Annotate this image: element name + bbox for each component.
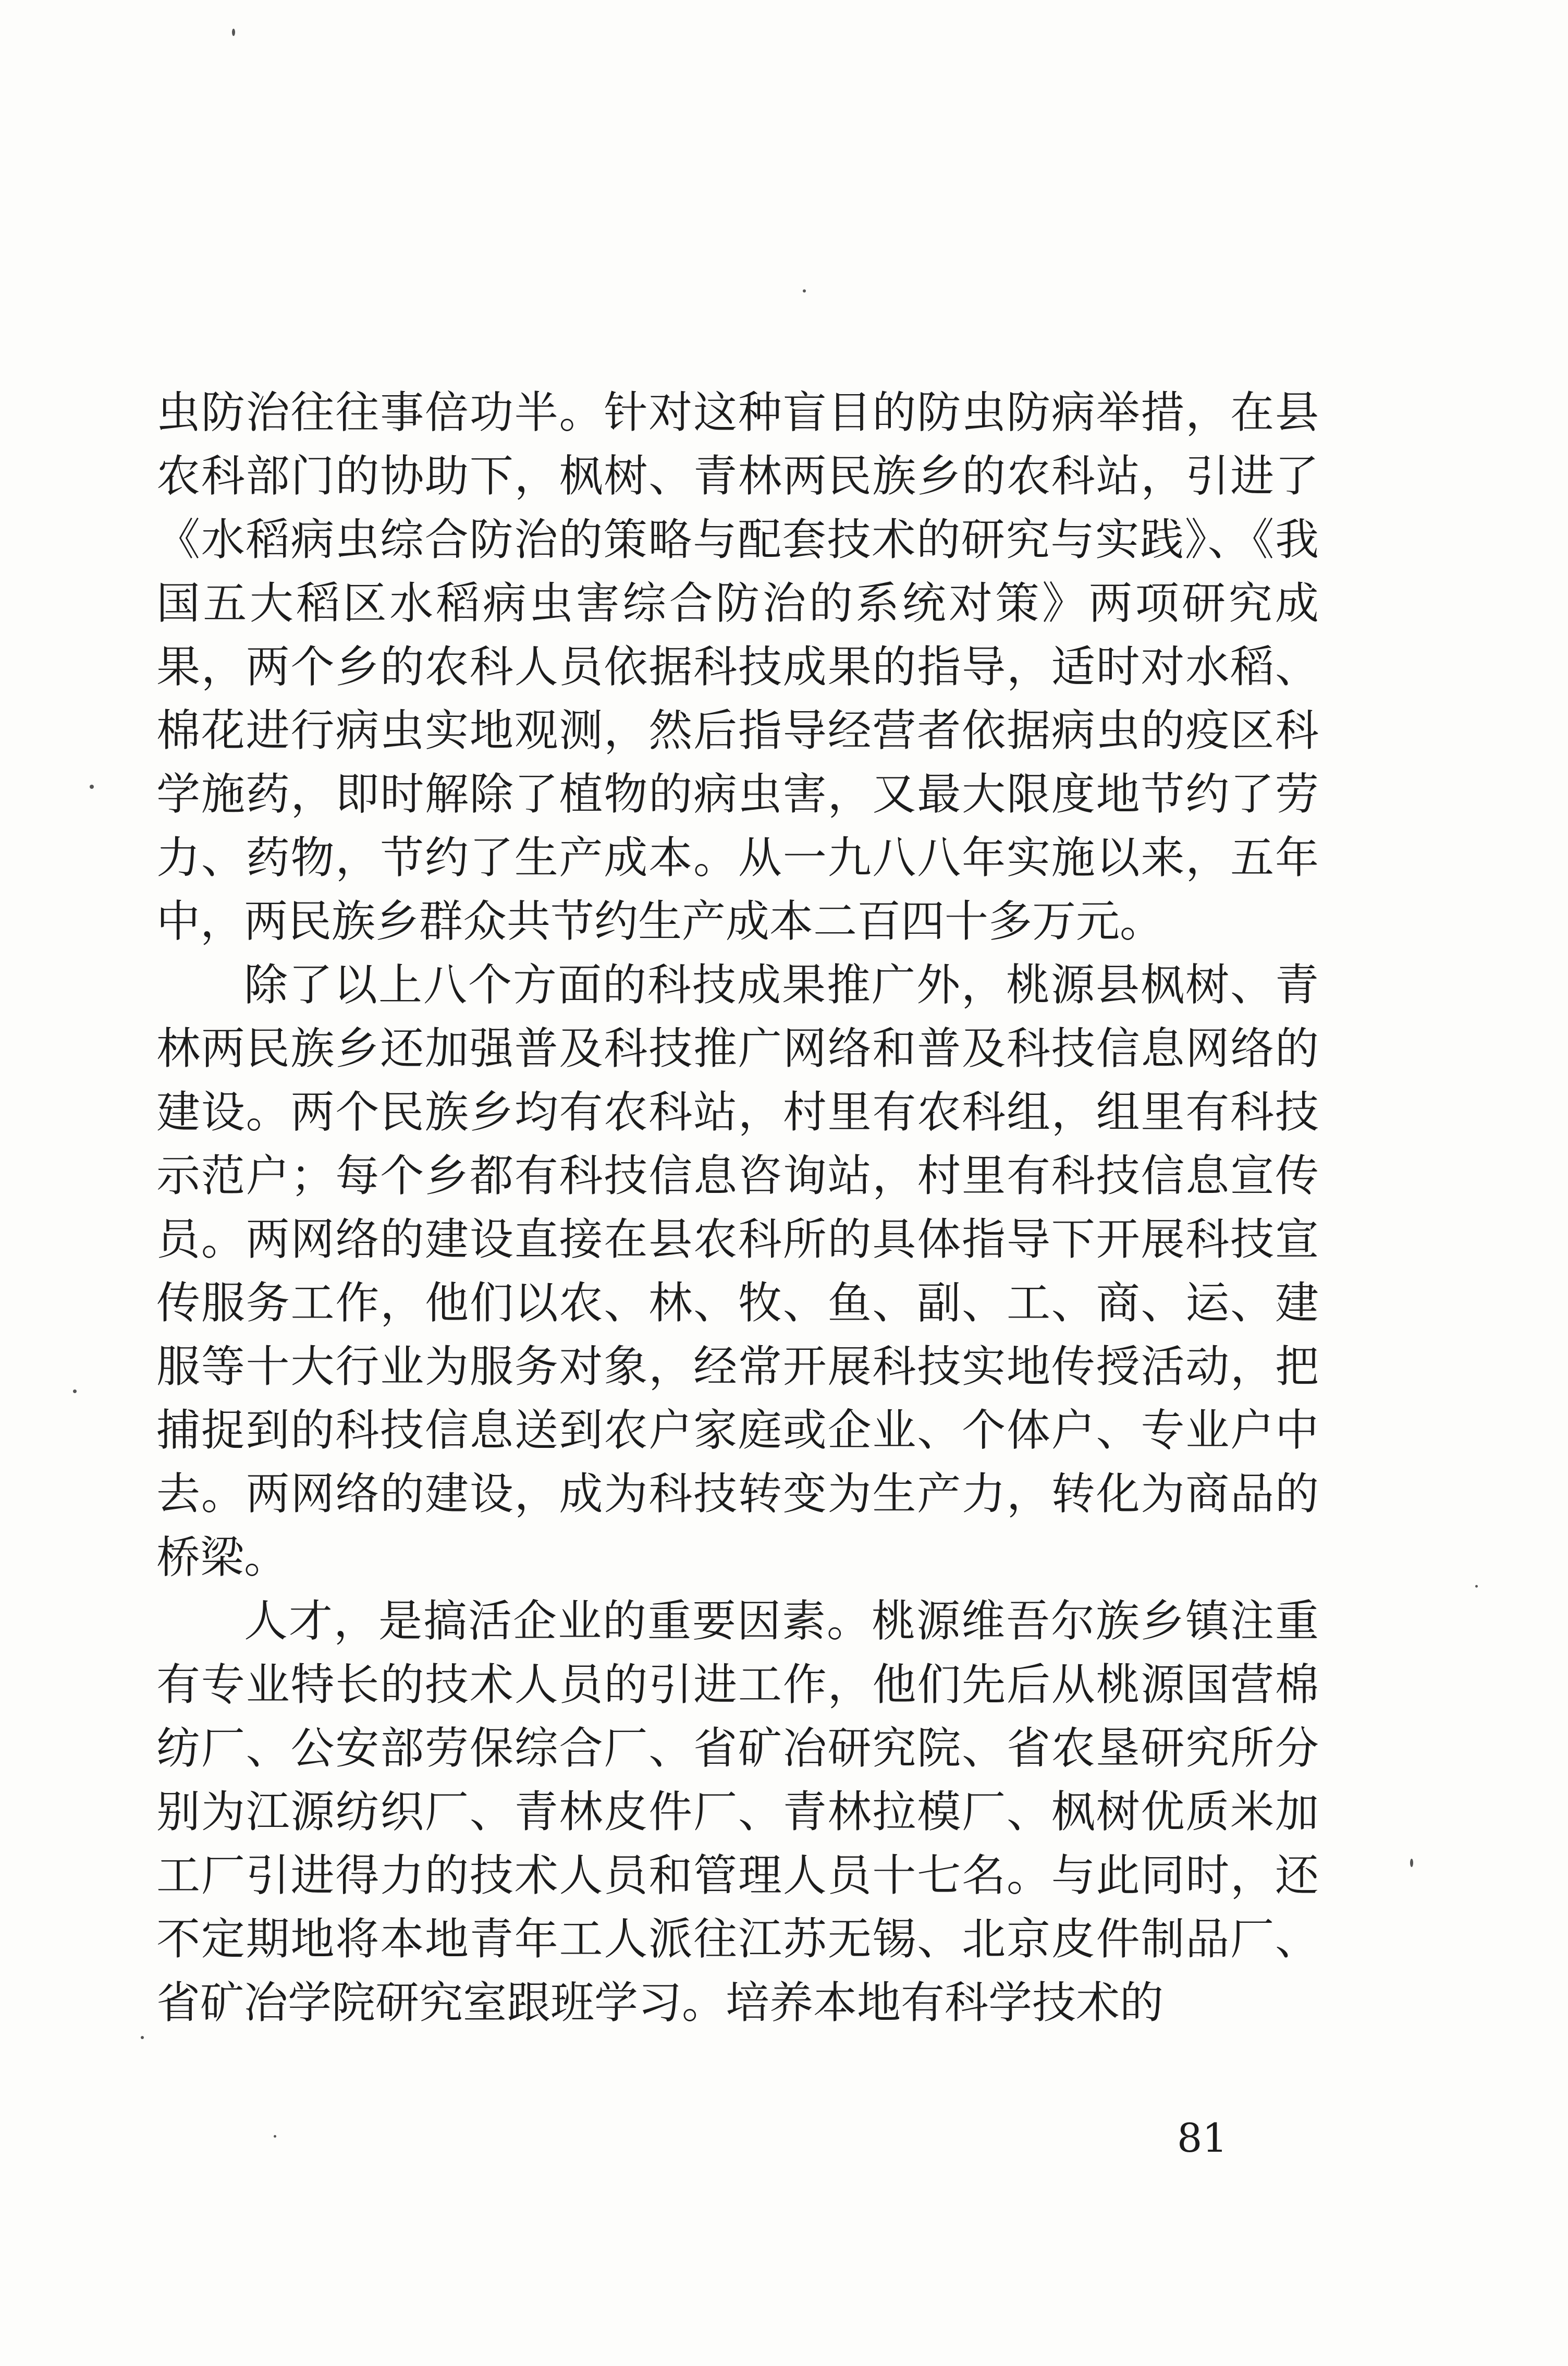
scan-speck <box>274 2135 276 2138</box>
scan-speck <box>90 785 94 789</box>
page-number: 81 <box>1177 2115 1228 2161</box>
scan-speck <box>141 2036 144 2039</box>
body-text <box>156 381 1319 2034</box>
scan-speck <box>232 29 235 36</box>
paragraph-3: 人才，是搞活企业的重要因素。桃源维吾尔族乡镇注重有专业特长的技术人员的引进工作，他们先后从桃源国营棉纺厂、公安部劳保综合厂、省矿冶研究院、省农垦研究所分别为江源纺织厂、青林皮件厂、青林拉模厂、枫树优质米加工厂引进得力的技术人员和管理人员十七名。与此同时，还不定期地将本地青年工人派往江苏无锡、北京皮件制品厂、省矿冶学院研究室跟班学习。培养本地有科学技术的 <box>156 1595 1319 2028</box>
scan-speck <box>1410 1859 1413 1867</box>
scan-speck <box>73 1389 77 1393</box>
paragraph-1: 虫防治往往事倍功半。针对这种盲目的防虫防病举措，在县农科部门的协助下，枫树、青林两民族乡的农科站，引进了《水稻病虫综合防治的策略与配套技术的研究与实践》、《我国五大稻区水稻病虫害综合防治的系统对策》两项研究成果，两个乡的农科人员依据科技成果的指导，适时对水稻、棉花进行病虫实地观测，然后指导经营者依据病虫的疫区科学施药，即时解除了植物的病虫害，又最大限度地节约了劳力、药物，节约了生产成本。从一九八八年实施以来，五年中，两民族乡群众共节约生产成本二百四十多万元。 <box>156 387 1319 947</box>
scan-speck <box>803 289 806 292</box>
paragraph-2: 除了以上八个方面的科技成果推广外，桃源县枫树、青林两民族乡还加强普及科技推广网络和普及科技信息网络的建设。两个民族乡均有农科站，村里有农科组，组里有科技示范户；每个乡都有科技信息咨询站，村里有科技信息宣传员。两网络的建设直接在县农科所的具体指导下开展科技宣传服务工作，他们以农、林、牧、鱼、副、工、商、运、建服等十大行业为服务对象，经常开展科技实地传授活动，把捕捉到的科技信息送到农户家庭或企业、个体户、专业户中去。两网络的建设，成为科技转变为生产力，转化为商品的桥梁。 <box>156 959 1319 1583</box>
scan-speck <box>1475 1585 1478 1588</box>
